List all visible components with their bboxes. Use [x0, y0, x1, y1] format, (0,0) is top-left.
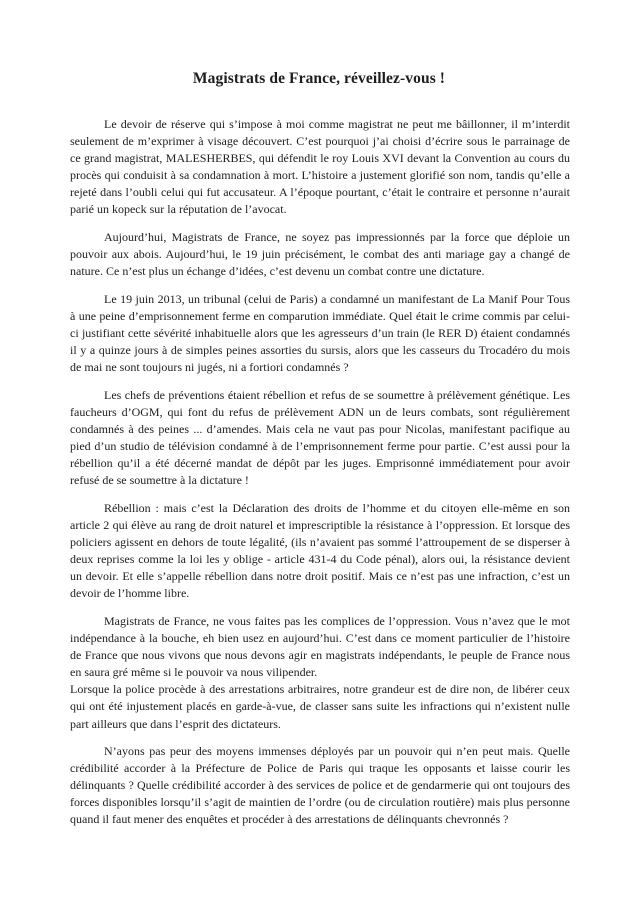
paragraph-3: Le 19 juin 2013, un tribunal (celui de Paris) a condamné un manifestant de La Manif Pour Tous à une peine d’emprisonnement ferme en comparution immédiate. Quel était le crime commis par celui-ci justifiant cette sévérité inhabituelle alors que les agresseurs d’un train (le RER D) étaient condamnés il y a quinze jours à de simples peines assorties du sursis, alors que les casseurs du Trocadéro du mois de mai ne sont toujours ni jugés, ni a fortiori condamnés ?	[70, 291, 570, 375]
paragraph-7: Lorsque la police procède à des arrestations arbitraires, notre grandeur est de dire non, de libérer ceux qui ont été injustement placés en garde-à-vue, de classer sans suite les infractions qui n’existent nulle part ailleurs que dans l’esprit des dictateurs.	[70, 682, 570, 731]
document-body	[70, 116, 570, 839]
paragraph-5: Rébellion : mais c’est la Déclaration des droits de l’homme et du citoyen elle-même en son article 2 qui élève au rang de droit naturel et imprescriptible la résistance à l’oppression. Et lorsque des policiers agissent en dehors de toute légalité, (ils n’avaient pas sommé l’attroupement de se disperser à deux reprises comme la loi les y oblige - article 431-4 du Code pénal), alors oui, la résistance devient un devoir. Et elle s’appelle rébellion dans notre droit positif. Mais ce n’est pas une infraction, c’est un devoir de l’homme libre.	[70, 500, 570, 601]
paragraph-1: Le devoir de réserve qui s’impose à moi comme magistrat ne peut me bâillonner, il m’interdit seulement de m’exprimer à visage découvert. C’est pourquoi j’ai choisi d’écrire sous le parrainage de ce grand magistrat, MALESHERBES, qui défendit le roy Louis XVI devant la Convention au cours du procès qui conduisit à sa condamnation à mort. L’histoire a justement glorifié son nom, tandis qu’elle a rejeté dans l’oubli celui qui fut accusateur. A l’époque pourtant, c’était le contraire et personne n’aurait parié un kopeck sur la réputation de l’avocat.	[70, 117, 570, 217]
document-title: Magistrats de France, réveillez-vous !	[192, 70, 446, 87]
paragraph-4: Les chefs de préventions étaient rébellion et refus de se soumettre à prélèvement génétique. Les faucheurs d’OGM, qui font du refus de prélèvement ADN un de leurs combats, sont régulièrement condamnés à des peines ... d’amendes. Mais cela ne vaut pas pour Nicolas, manifestant pacifique au pied d’un studio de télévision condamné à de l’emprisonnement ferme pour partie. C’est aussi pour la rébellion qu’il a été décerné mandat de dépôt par les juges. Emprisonné immédiatement pour avoir refusé de se soumettre à la dictature !	[70, 387, 570, 488]
paragraph-2: Aujourd’hui, Magistrats de France, ne soyez pas impressionnés par la force que déploie un pouvoir aux abois. Aujourd’hui, le 19 juin précisément, le combat des anti mariage gay a changé de nature. Ce n’est plus un échange d’idées, c’est devenu un combat contre une dictature.	[70, 230, 570, 279]
paragraph-8: N’ayons pas peur des moyens immenses déployés par un pouvoir qui n’en peut mais. Quelle crédibilité accorder à la Préfecture de Police de Paris qui traque les opposants et laisse courir les délinquants ? Quelle crédibilité accorder à des services de police et de gendarmerie qui ont toujours des forces disponibles lorsqu’il s’agit de maintien de l’ordre (ou de circulation routière) mais plus personne quand il faut mener des enquêtes et procéder à des arrestations de délinquants chevronnés ?	[70, 744, 570, 827]
paragraph-6: Magistrats de France, ne vous faites pas les complices de l’oppression. Vous n’avez que le mot indépendance à la bouche, eh bien usez en aujourd’hui. C’est dans ce moment particulier de l’histoire de France que nous vivons que nous devons agir en magistrats indépendants, le peuple de France nous en saura gré même si le pouvoir va nous vilipender.	[70, 613, 570, 680]
